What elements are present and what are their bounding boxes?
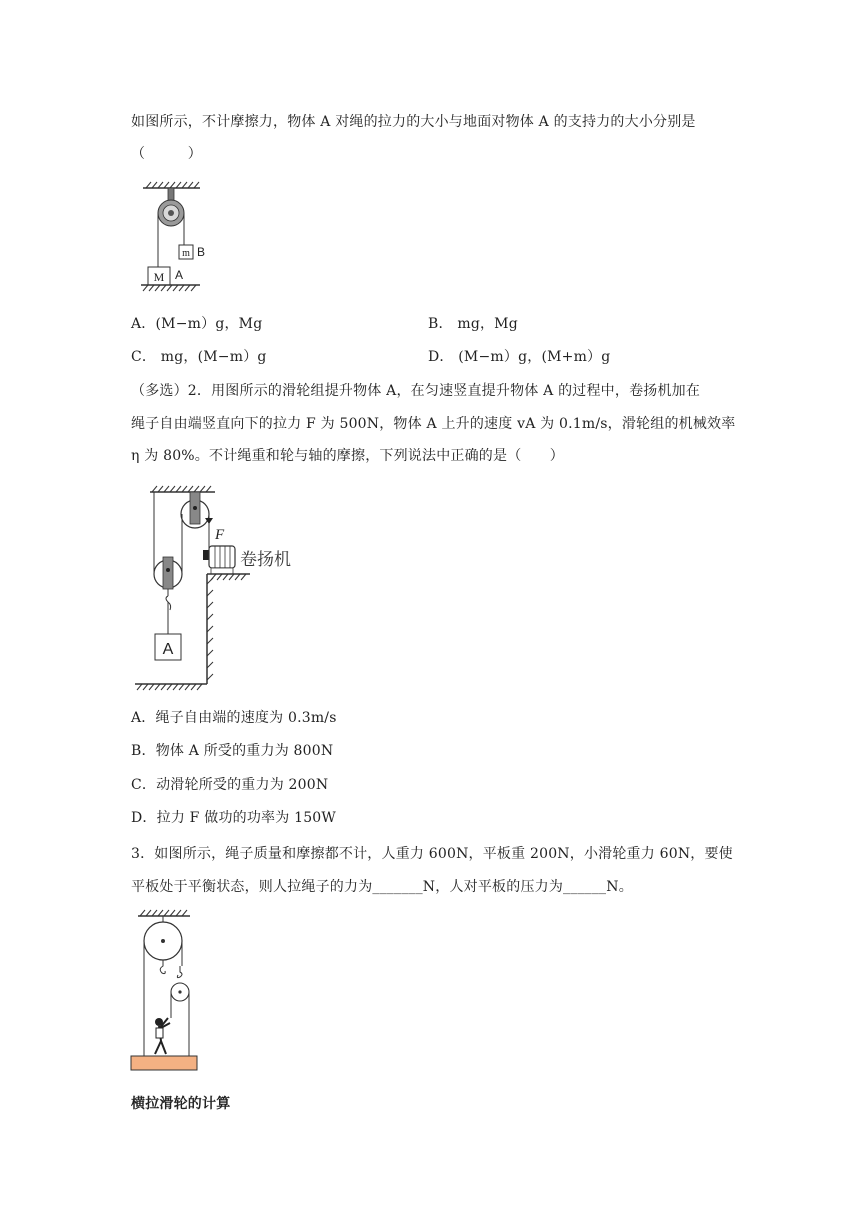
- svg-text:F: F: [215, 527, 225, 543]
- q2-option-b: B．物体 A 所受的重力为 800N: [131, 743, 334, 759]
- svg-text:B: B: [197, 245, 206, 259]
- q2-stem-line1: （多选）2．用图所示的滑轮组提升物体 A，在匀速竖直提升物体 A 的过程中，卷扬机加在: [131, 383, 701, 399]
- q2-option-d: D．拉力 F 做功的功率为 150W: [131, 810, 336, 826]
- svg-text:A: A: [162, 641, 174, 658]
- svg-text:M: M: [153, 270, 165, 284]
- q3-figure: [128, 908, 208, 1075]
- section-heading: 横拉滑轮的计算: [131, 1096, 231, 1112]
- q1-option-d: D． (M−m）g，(M+m）g: [428, 349, 611, 365]
- q3-stem-line1: 3．如图所示，绳子质量和摩擦都不计，人重力 600N，平板重 200N，小滑轮重力 60N，要使: [131, 846, 733, 862]
- svg-text:卷扬机: 卷扬机: [240, 550, 291, 570]
- q2-option-c: C．动滑轮所受的重力为 200N: [131, 777, 329, 793]
- plank: [131, 1056, 197, 1070]
- q1-option-b: B． mg，Mg: [428, 316, 518, 332]
- q1-option-a: A．(M−m）g，Mg: [131, 316, 263, 332]
- q1-option-c: C． mg，(M−m）g: [131, 349, 267, 365]
- q1-stem-line1: 如图所示，不计摩擦力，物体 A 对绳的拉力的大小与地面对物体 A 的支持力的大小分别是: [131, 114, 696, 130]
- q1-figure: [138, 180, 218, 295]
- q2-figure: [135, 484, 315, 690]
- q2-stem-line3: η 为 80%。不计绳重和轮与轴的摩擦，下列说法中正确的是（ ）: [131, 448, 565, 464]
- svg-text:A: A: [175, 268, 184, 282]
- svg-text:m: m: [182, 248, 190, 259]
- q2-option-a: A．绳子自由端的速度为 0.3m/s: [131, 710, 337, 726]
- q3-stem-line2: 平板处于平衡状态，则人拉绳子的力为_______N，人对平板的压力为______N。: [131, 879, 633, 895]
- q2-stem-line2: 绳子自由端竖直向下的拉力 F 为 500N，物体 A 上升的速度 vA 为 0.1m/s，滑轮组的机械效率: [131, 416, 736, 432]
- q1-stem-line2: （ ）: [131, 146, 202, 162]
